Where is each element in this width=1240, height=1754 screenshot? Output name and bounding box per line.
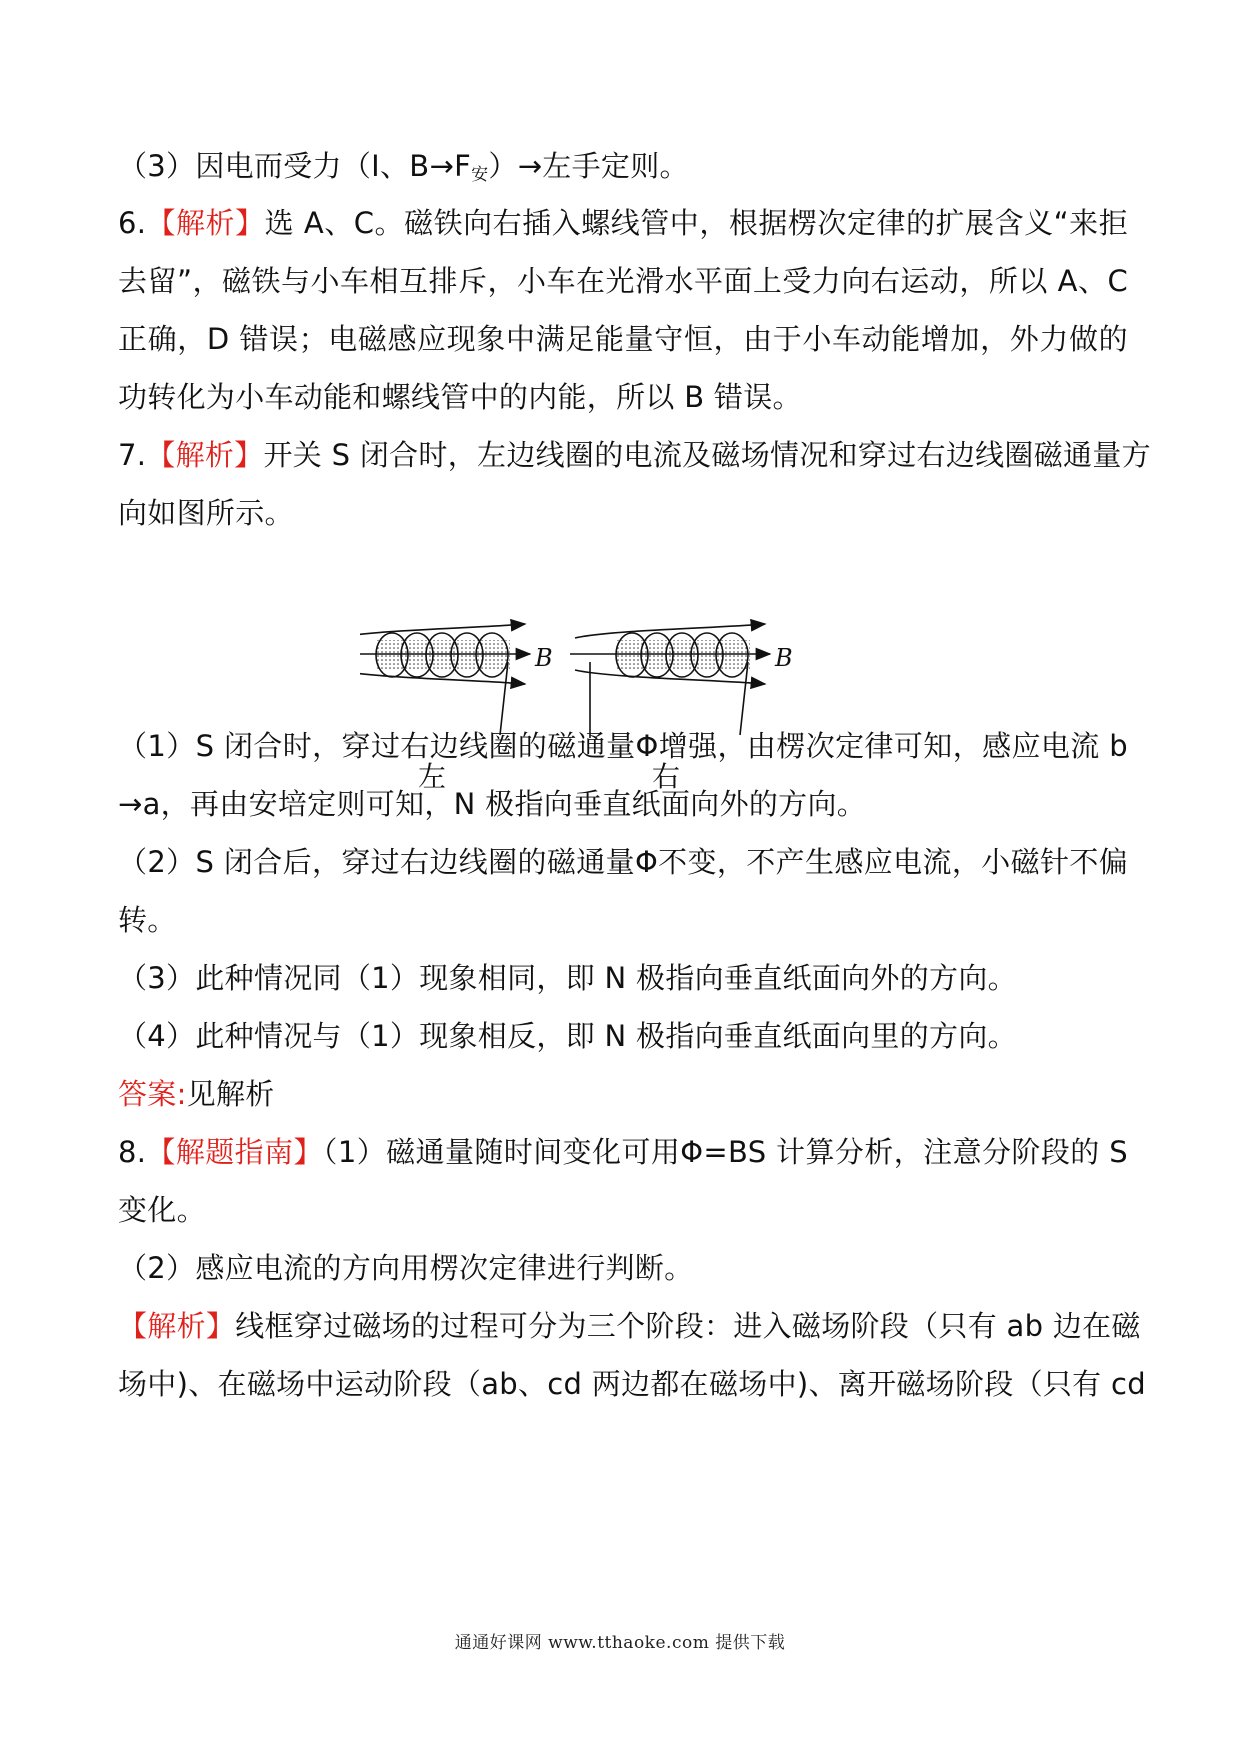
page-footer: 通通好课网 www.tthaoke.com 提供下载 bbox=[454, 1633, 786, 1653]
question-7-heading bbox=[118, 435, 1151, 475]
text: ）→左手定则。 bbox=[488, 149, 689, 183]
text-line: （2）S 闭合后，穿过右边线圈的磁通量Φ不变，不产生感应电流，小磁针不偏 bbox=[118, 845, 1128, 879]
analysis-tag: 【解析】 bbox=[118, 1309, 236, 1343]
text-line: （4）此种情况与（1）现象相反，即 N 极指向垂直纸面向里的方向。 bbox=[118, 1019, 1017, 1053]
analysis-line bbox=[118, 1306, 1141, 1346]
text: 开关 S 闭合时，左边线圈的电流及磁场情况和穿过右边线圈磁通量方 bbox=[263, 438, 1151, 472]
text-line: 去留”，磁铁与小车相互排斥，小车在光滑水平面上受力向右运动，所以 A、C bbox=[118, 264, 1128, 298]
text-line: →a，再由安培定则可知，N 极指向垂直纸面向外的方向。 bbox=[118, 787, 867, 821]
text-line: （2）感应电流的方向用楞次定律进行判断。 bbox=[118, 1251, 694, 1285]
text: 线框穿过磁场的过程可分为三个阶段：进入磁场阶段（只有 ab 边在磁 bbox=[235, 1309, 1141, 1343]
question-number: 8. bbox=[118, 1135, 147, 1169]
text: 见解析 bbox=[186, 1077, 275, 1111]
text-line: （1）S 闭合时，穿过右边线圈的磁通量Φ增强，由楞次定律可知，感应电流 b bbox=[118, 729, 1128, 763]
text-line: 转。 bbox=[118, 903, 177, 937]
analysis-tag: 【解析】 bbox=[146, 438, 264, 472]
text-line: 向如图所示。 bbox=[118, 496, 294, 530]
coil-figure bbox=[360, 618, 900, 798]
text: （3）因电而受力（I、B→F bbox=[118, 149, 472, 183]
caption-left: 左 bbox=[418, 760, 447, 793]
text: 选 A、C。磁铁向右插入螺线管中，根据楞次定律的扩展含义“来拒 bbox=[264, 206, 1128, 240]
question-8-heading bbox=[118, 1132, 1128, 1172]
answer-tag: 答案: bbox=[118, 1077, 187, 1111]
guide-tag: 【解题指南】 bbox=[146, 1135, 323, 1169]
text: （1）磁通量随时间变化可用Φ=BS 计算分析，注意分阶段的 S bbox=[322, 1135, 1129, 1169]
analysis-tag: 【解析】 bbox=[146, 206, 265, 240]
subscript: 安 bbox=[471, 165, 489, 185]
text-line: 变化。 bbox=[118, 1193, 206, 1227]
right-coil bbox=[570, 624, 770, 738]
label-b-left: B bbox=[535, 644, 553, 672]
text-line: 功转化为小车动能和螺线管中的内能，所以 B 错误。 bbox=[118, 380, 802, 414]
question-number: 6. bbox=[118, 206, 147, 240]
caption-right: 右 bbox=[652, 760, 681, 793]
answer-line bbox=[118, 1074, 1128, 1114]
text-line: （3）此种情况同（1）现象相同，即 N 极指向垂直纸面向外的方向。 bbox=[118, 961, 1017, 995]
question-6-heading bbox=[118, 203, 1128, 243]
text-line: 正确，D 错误；电磁感应现象中满足能量守恒，由于小车动能增加，外力做的 bbox=[118, 322, 1128, 356]
left-coil bbox=[360, 624, 530, 738]
text-line bbox=[118, 146, 1128, 195]
text-line: 场中)、在磁场中运动阶段（ab、cd 两边都在磁场中)、离开磁场阶段（只有 cd bbox=[118, 1367, 1146, 1401]
question-number: 7. bbox=[118, 438, 147, 472]
label-b-right: B bbox=[775, 644, 793, 672]
